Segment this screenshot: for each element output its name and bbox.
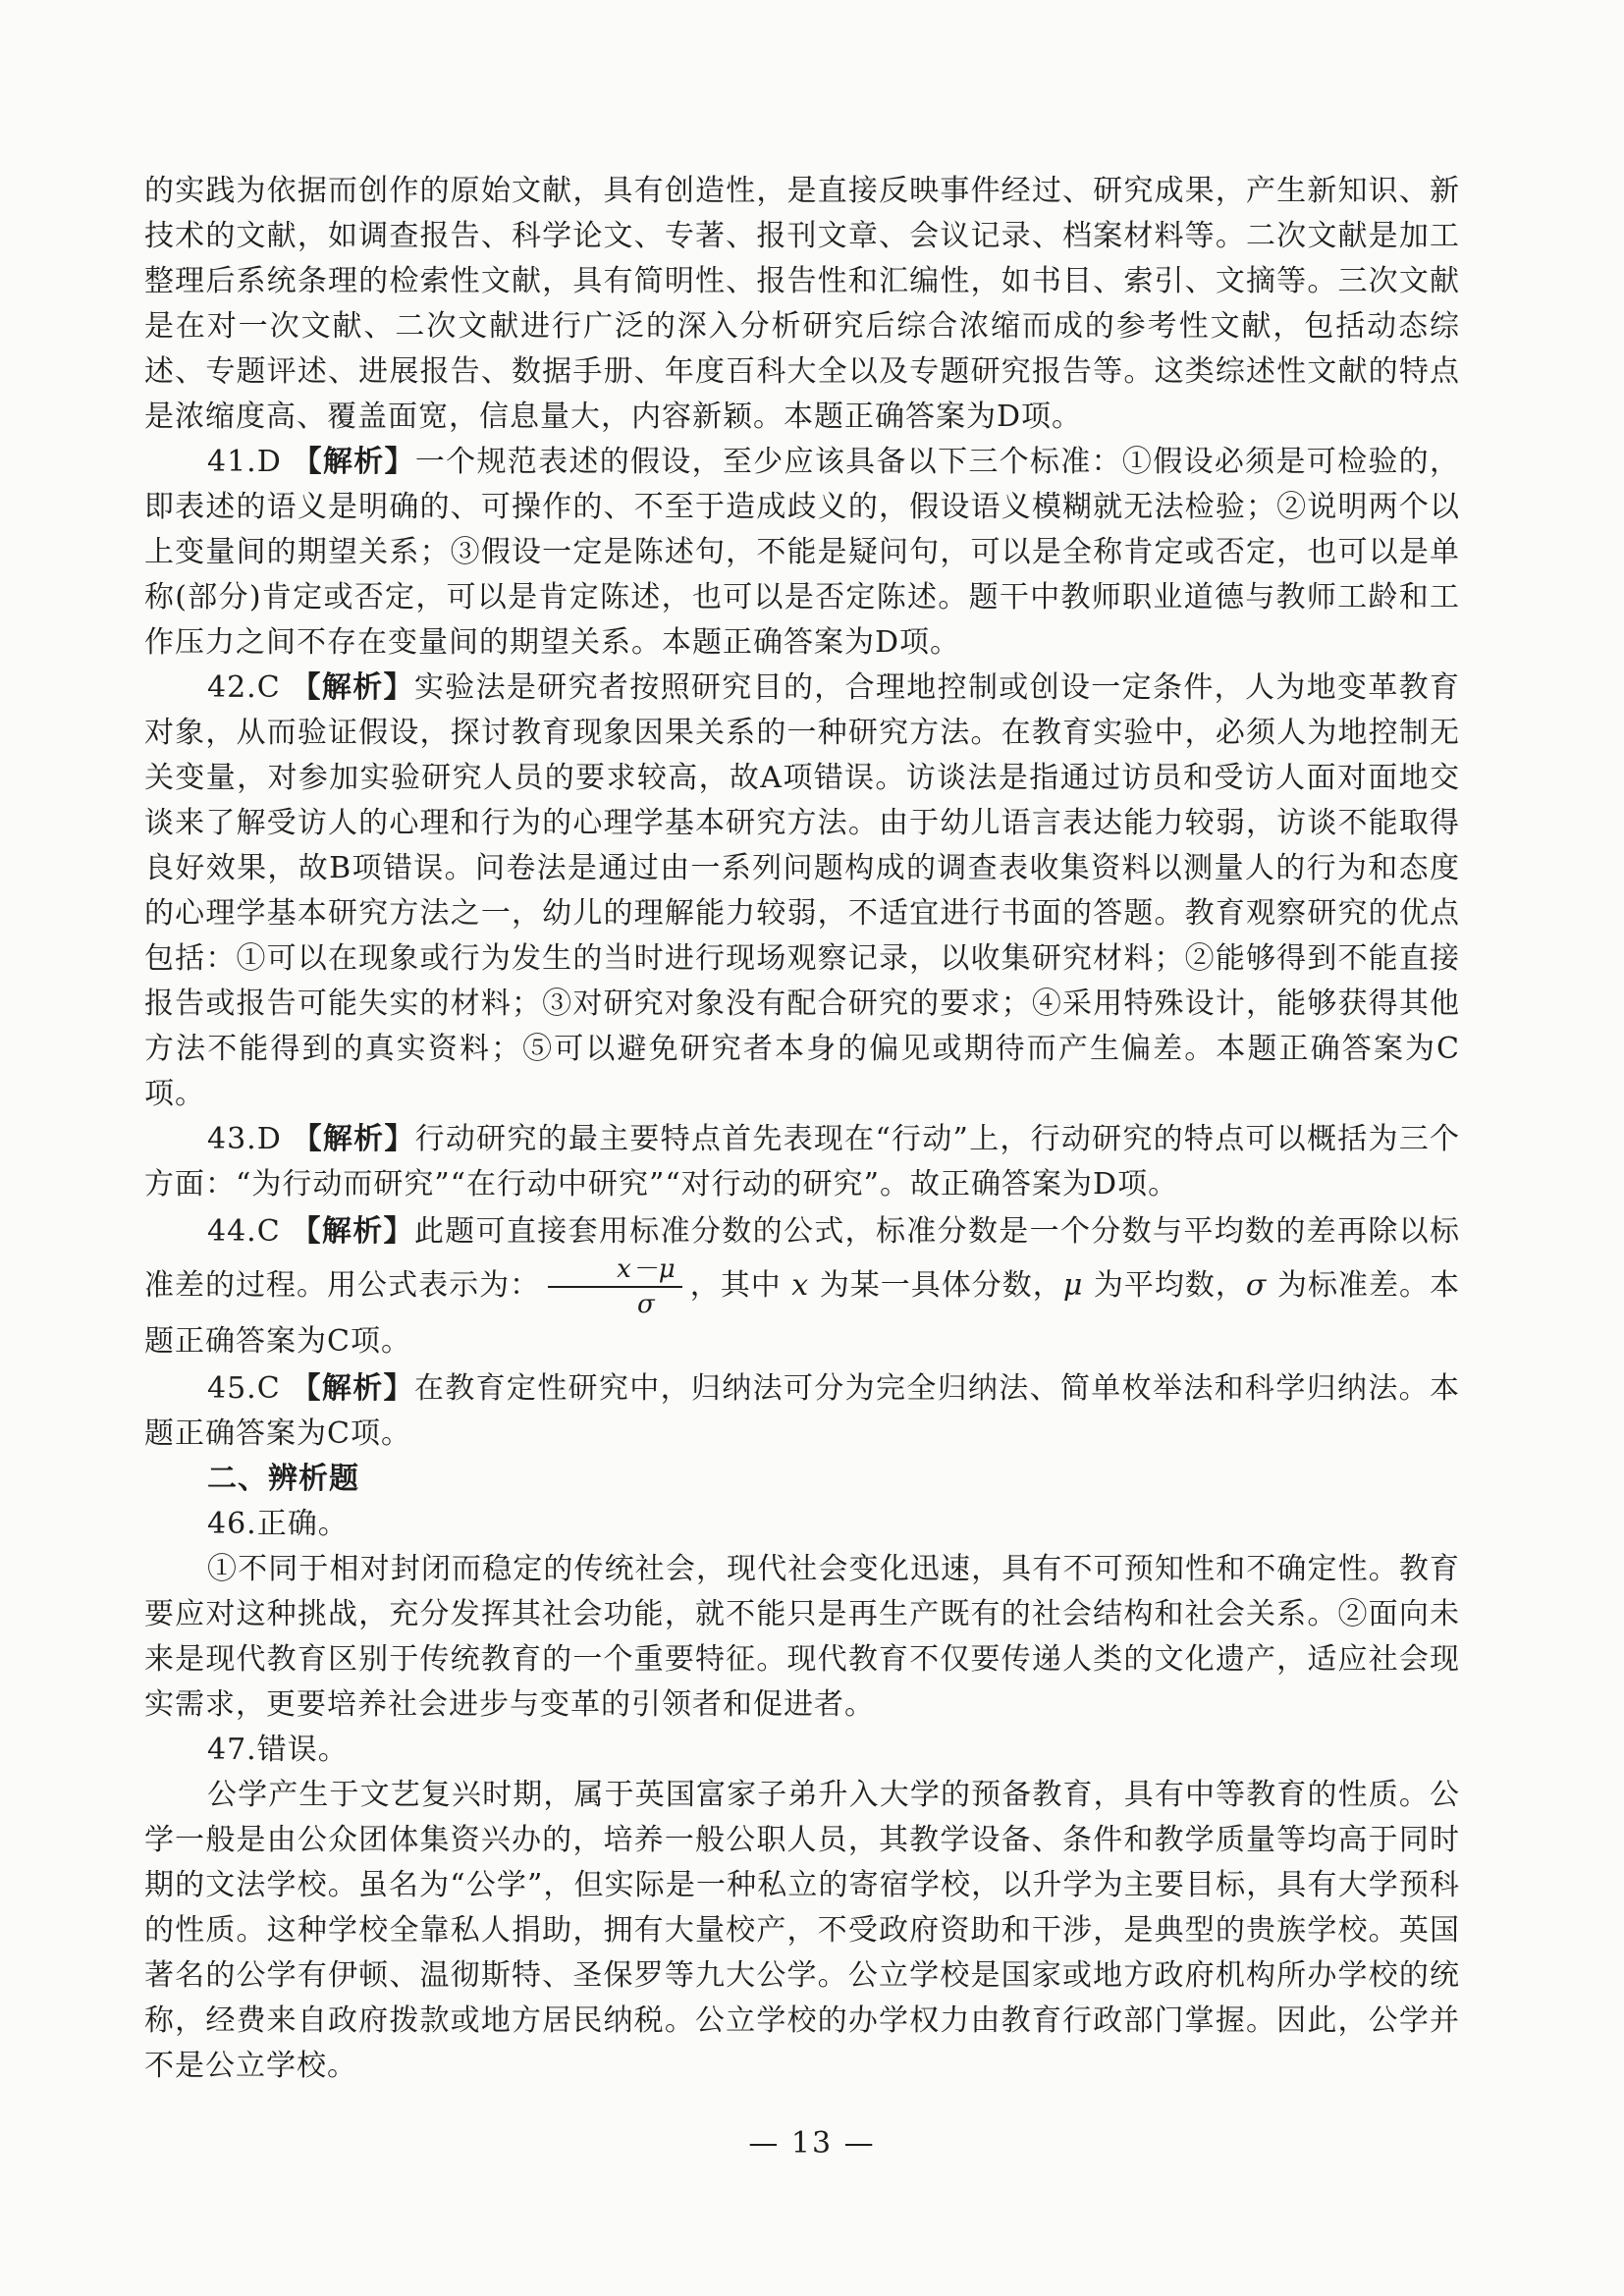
analysis-label: 【解析】 xyxy=(291,1371,414,1406)
answer-42 xyxy=(144,666,1460,1117)
answer-41 xyxy=(144,440,1460,666)
answer-text: 一个规范表述的假设，至少应该具备以下三个标准：①假设必须是可检验的，即表述的语义是明确的、可操作的、不至于造成歧义的，假设语义模糊就无法检验；②说明两个以上变量间的期望关系；③假设一定是陈述句，不能是疑问句，可以是全称肯定或否定，也可以是单称(部分)肯定或否定，可以是肯定陈述，也可以是否定陈述。题干中教师职业道德与教师工龄和工作压力之间不存在变量间的期望关系。本题正确答案为D项。 xyxy=(144,445,1460,660)
answer-47-head: 47.错误。 xyxy=(207,1733,349,1767)
answer-text-body xyxy=(144,169,1460,2089)
answer-number: 45.C xyxy=(207,1371,281,1406)
answer-text: 在教育定性研究中，归纳法可分为完全归纳法、简单枚举法和科学归纳法。本题正确答案为C项。 xyxy=(144,1371,1461,1451)
answer-text: 为标准差。本题正确答案为C项。 xyxy=(144,1268,1460,1359)
answer-43 xyxy=(144,1117,1460,1207)
formula-numerator: x－μ xyxy=(548,1256,682,1288)
answer-47-text: 公学产生于文艺复兴时期，属于英国富家子弟升入大学的预备教育，具有中等教育的性质。公学一般是由公众团体集资兴办的，培养一般公职人员，其教学设备、条件和教学质量等均高于同时期的文法学校。虽名为“公学”，但实际是一种私立的寄宿学校，以升学为主要目标，具有大学预科的性质。这种学校全靠私人捐助，拥有大量校产，不受政府资助和干涉，是典型的贵族学校。英国著名的公学有伊顿、温彻斯特、圣保罗等九大公学。公立学校是国家或地方政府机构所办学校的统称，经费来自政府拨款或地方居民纳税。公立学校的办学权力由教育行政部门掌握。因此，公学并不是公立学校。 xyxy=(144,1778,1460,2083)
answer-45 xyxy=(144,1366,1460,1457)
answer-number: 41.D xyxy=(207,445,282,479)
analysis-label: 【解析】 xyxy=(291,1214,414,1249)
symbol-sigma: σ xyxy=(1245,1268,1268,1303)
symbol-x: x xyxy=(791,1268,810,1303)
answer-number: 43.D xyxy=(207,1122,282,1156)
paragraph-continuation xyxy=(144,169,1460,440)
section-heading: 二、辨析题 xyxy=(207,1462,359,1496)
analysis-label: 【解析】 xyxy=(292,445,415,479)
answer-text: 此题可直接套用标准分数的公式，标准分数是一个分数与平均数的差再除以标准差的过程。用公式表示为： xyxy=(144,1214,1461,1303)
answer-text: 为平均数， xyxy=(1093,1268,1246,1303)
answer-46-head: 46.正确。 xyxy=(207,1507,349,1541)
paragraph-text: 的实践为依据而创作的原始文献，具有创造性，是直接反映事件经过、研究成果，产生新知识、新技术的文献，如调查报告、科学论文、专著、报刊文章、会议记录、档案材料等。二次文献是加工整理后系统条理的检索性文献，具有简明性、报告性和汇编性，如书目、索引、文摘等。三次文献是在对一次文献、二次文献进行广泛的深入分析研究后综合浓缩而成的参考性文献，包括动态综述、专题评述、进展报告、数据手册、年度百科大全以及专题研究报告等。这类综述性文献的特点是浓缩度高、覆盖面宽，信息量大，内容新颖。本题正确答案为D项。 xyxy=(144,174,1460,434)
standard-score-formula xyxy=(548,1256,682,1317)
answer-text: 实验法是研究者按照研究目的，合理地控制或创设一定条件，人为地变革教育对象，从而验证假设，探讨教育现象因果关系的一种研究方法。在教育实验中，必须人为地控制无关变量，对参加实验研究人员的要求较高，故A项错误。访谈法是指通过访员和受访人面对面地交谈来了解受访人的心理和行为的心理学基本研究方法。由于幼儿语言表达能力较弱，访谈不能取得良好效果，故B项错误。问卷法是通过由一系列问题构成的调查表收集资料以测量人的行为和态度的心理学基本研究方法之一，幼儿的理解能力较弱，不适宜进行书面的答题。教育观察研究的优点包括：①可以在现象或行为发生的当时进行现场观察记录，以收集研究材料；②能够得到不能直接报告或报告可能失实的材料；③对研究对象没有配合研究的要求；④采用特殊设计，能够获得其他方法不能得到的真实资料；⑤可以避免研究者本身的偏见或期待而产生偏差。本题正确答案为C项。 xyxy=(144,670,1461,1111)
answer-text: 为某一具体分数， xyxy=(819,1268,1063,1303)
answer-44 xyxy=(144,1207,1460,1366)
analysis-label: 【解析】 xyxy=(292,1122,415,1156)
answer-46-text: ①不同于相对封闭而稳定的传统社会，现代社会变化迅速，具有不可预知性和不确定性。教育要应对这种挑战，充分发挥其社会功能，就不能只是再生产既有的社会结构和社会关系。②面向未来是现代教育区别于传统教育的一个重要特征。现代教育不仅要传递人类的文化遗产，适应社会现实需求，更要培养社会进步与变革的引领者和促进者。 xyxy=(144,1552,1460,1722)
answer-number: 44.C xyxy=(207,1214,281,1249)
symbol-mu: μ xyxy=(1062,1268,1084,1303)
analysis-label: 【解析】 xyxy=(291,670,414,705)
page-number: — 13 — xyxy=(748,2126,876,2161)
answer-text: ，其中 xyxy=(689,1268,782,1303)
formula-denominator: σ xyxy=(637,1290,656,1319)
answer-number: 42.C xyxy=(207,670,281,705)
answer-text: 行动研究的最主要特点首先表现在“行动”上，行动研究的特点可以概括为三个方面：“为行动而研究”“在行动中研究”“对行动的研究”。故正确答案为D项。 xyxy=(144,1122,1460,1201)
